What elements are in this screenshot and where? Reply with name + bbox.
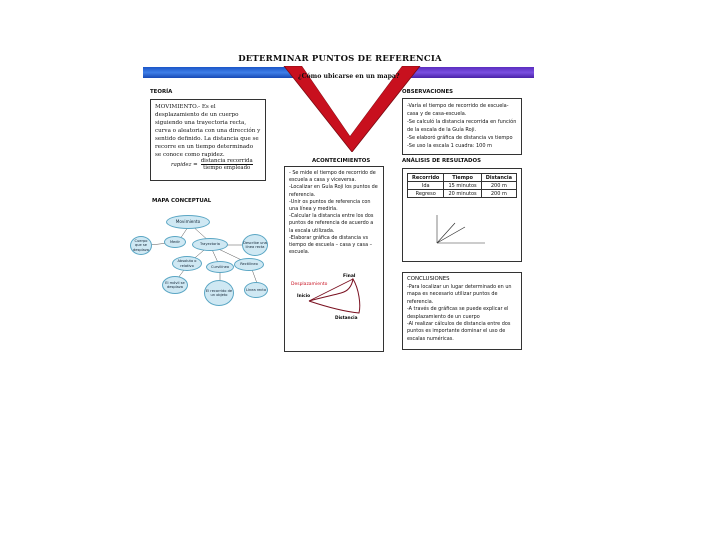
teoria-text: MOVIMIENTO.- Es el desplazamiento de un cuerpo siguiendo una trayectoria recta, curva o aleatoria con una dirección y sentido definido. La distancia que se recorre en un tiempo determinado se conoce como rapidez. (155, 104, 261, 158)
cell: Regreso (408, 190, 444, 198)
formula-numerator: distancia recorrida (200, 158, 253, 164)
mapa-heading: MAPA CONCEPTUAL (152, 198, 212, 204)
analisis-heading: ANÁLISIS DE RESULTADOS (402, 158, 481, 164)
cell: Ida (408, 182, 444, 190)
conclusiones-text: -Para localizar un lugar determinado en un mapa es necesario utilizar puntos de referencia. -A través de gráficas se puede explicar el desplazamiento de un cuerpo -Al realizar cálculos de distancia entre dos puntos es importante dominar el uso de escalas numéricas. (407, 284, 512, 342)
cell: 15 minutos (444, 182, 481, 190)
time-distance-graph (429, 213, 489, 249)
teoria-box (150, 99, 266, 181)
col-tiempo: Tiempo (444, 174, 481, 182)
poster-title: DETERMINAR PUNTOS DE REFERENCIA (238, 54, 442, 64)
col-recorrido: Recorrido (408, 174, 444, 182)
formula-denominator: tiempo empleado (201, 164, 253, 171)
analisis-box (402, 168, 522, 262)
label-final: Final (343, 274, 356, 279)
observaciones-heading: OBSERVACIONES (402, 89, 454, 95)
node-movil: El móvil se desplaza (162, 276, 188, 294)
label-distancia: Distancia (335, 316, 358, 319)
acontecimientos-box (284, 166, 384, 352)
observaciones-text: -Varía el tiempo de recorrido de escuela-casa y de casa-escuela. -Se calculó la distancia recorrida en función de la escala de la Guía Roji. -Se elaboró gráfica de distancia vs tiempo -Se uso la escala 1 cuadra: 100 m (407, 103, 517, 149)
rapidez-formula (171, 158, 253, 171)
label-inicio: Inicio (297, 294, 311, 299)
col-distancia: Distancia (481, 174, 516, 182)
acontecimientos-text: - Se mide el tiempo de recorrido de escuela a casa y viceversa. -Localizar en Guía Roji los puntos de referencia. -Unir os puntos de referencia con una línea y medirla. -Calcular la distancia entre los dos puntos de referencia de acuerdo a la escala utilizada. -Elaborar gráfica de distancia vs tiempo de escuela – casa y casa – escuela. (289, 170, 378, 256)
formula-label: rapidez = (171, 161, 198, 168)
node-trayectoria: Trayectoria (192, 238, 228, 251)
guiding-question: ¿Cómo ubicarse en un mapa? (298, 73, 400, 80)
table-row (408, 190, 517, 198)
cell: 20 minutos (444, 190, 481, 198)
teoria-heading: TEORÍA (150, 89, 173, 95)
node-absoluto: Absoluto o relativo (172, 256, 202, 271)
concept-map (130, 212, 280, 307)
node-describe: Describe una línea recta (242, 234, 268, 256)
table-row (408, 182, 517, 190)
table-header-row (408, 174, 517, 182)
label-desplazamiento: Desplazamiento (291, 282, 328, 287)
cell: 200 m (481, 190, 516, 198)
node-movimiento: Movimiento (166, 215, 210, 229)
node-recorrido: El recorrido de un objeto (204, 280, 234, 306)
conclusiones-heading: CONCLUSIONES (407, 276, 450, 282)
cell: 200 m (481, 182, 516, 190)
acontecimientos-heading: ACONTECIMIENTOS (312, 158, 371, 164)
node-linea-recta: Línea recta (244, 282, 268, 298)
node-rectilineo: Rectilíneo (234, 258, 264, 271)
node-curvilineo: Curvilíneo (206, 261, 234, 273)
observaciones-box (402, 98, 522, 155)
node-medir: Medir (164, 236, 186, 248)
conclusiones-box (402, 272, 522, 350)
results-table (407, 173, 517, 198)
displacement-graph (289, 269, 379, 319)
node-cuerpo: Cuerpo que se desplaza (130, 236, 152, 255)
